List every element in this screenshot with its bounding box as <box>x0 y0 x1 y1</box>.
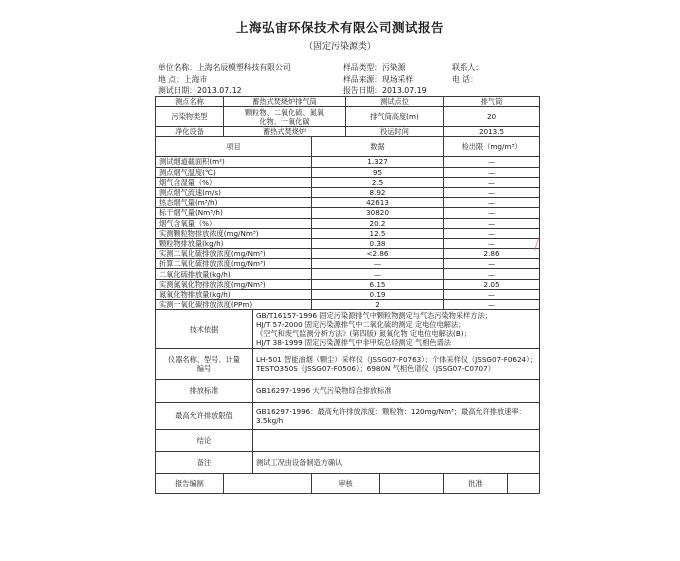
stack-height-value: 20 <box>444 107 540 127</box>
test-date: 测试日期：2013.07.12 <box>158 86 242 95</box>
row-limit: — <box>444 208 540 218</box>
review-signature <box>380 473 444 493</box>
row-data: 42613 <box>312 198 444 208</box>
unit-name: 单位名称：上海名辰模塑科技有限公司 <box>158 63 291 72</box>
row-item: 标干烟气量(Nm³/h) <box>156 208 312 218</box>
table-row <box>156 228 540 238</box>
row-limit: — <box>444 228 540 238</box>
row-data: — <box>312 269 444 279</box>
table-row <box>156 218 540 228</box>
table-row <box>156 279 540 289</box>
row-item: 折算二氧化硫排放浓度(mg/Nm³) <box>156 259 312 269</box>
row-data: 0.19 <box>312 289 444 299</box>
table-row <box>156 269 540 279</box>
contact: 联系人： <box>452 63 484 72</box>
table-row <box>156 177 540 187</box>
remarks-value: 测试工况由设备制造方确认 <box>253 451 540 473</box>
compile-signature <box>224 473 312 493</box>
info-row-3 <box>156 127 540 137</box>
table-row <box>156 198 540 208</box>
operation-time-value: 2013.5 <box>444 127 540 137</box>
row-limit: 2.05 <box>444 279 540 289</box>
sample-type: 样品类型：污染源 <box>343 63 406 72</box>
instrument-label: 仪器名称、型号、计量 编号 <box>156 349 253 380</box>
report-date: 报告日期：2013.07.19 <box>343 86 427 95</box>
measure-point-value: 蓄热式焚烧炉排气筒 <box>224 97 346 107</box>
row-item: 测点烟气流速(m/s) <box>156 187 312 197</box>
row-item: 测试烟道截面积(m²) <box>156 157 312 167</box>
row-data: <2.86 <box>312 249 444 259</box>
limit-text: GB16297-1996：最高允许排放浓度：颗粒物：120mg/Nm³；最高允许排放速率： 3.5kg/h <box>253 402 540 429</box>
row-data: — <box>312 259 444 269</box>
remarks-row <box>156 451 540 473</box>
table-row <box>156 238 540 248</box>
row-limit: 2.86 <box>444 249 540 259</box>
row-item: 测点烟气温度(℃) <box>156 167 312 177</box>
row-limit: — <box>444 167 540 177</box>
report-table <box>155 96 540 494</box>
standard-value: GB16297-1996 大气污染物综合排放标准 <box>253 380 540 403</box>
signature-row <box>156 473 540 493</box>
limit-row <box>156 402 540 429</box>
stack-height-label: 排气筒高度(m) <box>346 107 444 127</box>
col-data: 数据 <box>312 137 444 157</box>
pollutant-type-value: 颗粒物、二氧化硫、氮氧 化物、一氧化碳 <box>224 107 346 127</box>
row-limit: — <box>444 300 540 310</box>
row-item: 烟气含湿量（%） <box>156 177 312 187</box>
table-row <box>156 249 540 259</box>
row-data: 95 <box>312 167 444 177</box>
purifier-value: 蓄热式焚烧炉 <box>224 127 346 137</box>
report-title: 上海弘宙环保技术有限公司测试报告 <box>235 20 444 35</box>
basis-text: GB/T16157-1996 固定污染源排气中颗粒物测定与气态污染物采样方法； HJ/T 57-2000 固定污染源排气中二氧化硫的测定 定电位电解法； 《空气和废气监测分析方法》(第四版) 氮氧化物 定电位电解法(B)； HJ/T 38-1999 固定污染源排气中非甲烷总烃测定 气相色谱法 <box>253 310 540 349</box>
approve-label: 批准 <box>444 473 508 493</box>
review-label: 审核 <box>312 473 380 493</box>
row-data: 2 <box>312 300 444 310</box>
row-limit: — <box>444 218 540 228</box>
basis-row <box>156 310 540 349</box>
row-item: 二氧化硫排放量(kg/h) <box>156 269 312 279</box>
table-row <box>156 300 540 310</box>
row-item: 颗粒物排放量(kg/h) <box>156 238 312 248</box>
row-data: 8.92 <box>312 187 444 197</box>
approve-signature <box>508 473 540 493</box>
row-data: 30820 <box>312 208 444 218</box>
row-data: 12.5 <box>312 228 444 238</box>
row-data: 0.38 <box>312 238 444 248</box>
row-limit: — <box>444 289 540 299</box>
conclusion-label: 结论 <box>156 429 253 451</box>
test-position-label: 测试点位 <box>346 97 444 107</box>
conclusion-row <box>156 429 540 451</box>
row-limit: — <box>444 187 540 197</box>
measure-point-label: 测点名称 <box>156 97 224 107</box>
row-item: 实测一氧化碳排放浓度(PPm) <box>156 300 312 310</box>
column-header-row <box>156 137 540 157</box>
report-subtitle: （固定污染源类） <box>303 42 376 52</box>
limit-label: 最高允许排放限值 <box>156 402 253 429</box>
table-row <box>156 157 540 167</box>
address: 地 点：上海市 <box>158 75 208 84</box>
remarks-label: 备注 <box>156 451 253 473</box>
table-row <box>156 167 540 177</box>
row-limit: — <box>444 177 540 187</box>
standard-label: 排放标准 <box>156 380 253 403</box>
row-item: 热态烟气量(m³/h) <box>156 198 312 208</box>
basis-label: 技术依据 <box>156 310 253 349</box>
info-row-2 <box>156 107 540 127</box>
instrument-text: LH-501 智能油烟（颗尘）采样仪（JSSG07-F0763）；个体采样仪（JSSG07-F0624）； TESTO350S（JSSG07-F0506）；6980N 气相色谱仪（JSSG07-C0707） <box>253 349 540 380</box>
table-row <box>156 289 540 299</box>
table-row <box>156 187 540 197</box>
row-item: 氮氧化物排放量(kg/h) <box>156 289 312 299</box>
purifier-label: 净化设备 <box>156 127 224 137</box>
col-item: 项目 <box>156 137 312 157</box>
row-data: 6.15 <box>312 279 444 289</box>
conclusion-value <box>253 429 540 451</box>
row-data: 20.2 <box>312 218 444 228</box>
row-item: 实测二氧化硫排放浓度(mg/Nm³) <box>156 249 312 259</box>
row-item: 实测颗粒物排放浓度(mg/Nm³) <box>156 228 312 238</box>
row-limit: — <box>444 269 540 279</box>
info-row-1 <box>156 97 540 107</box>
row-item: 实测氮氧化物排放浓度(mg/Nm³) <box>156 279 312 289</box>
row-limit: — <box>444 157 540 167</box>
row-item: 烟气含氧量（%） <box>156 218 312 228</box>
row-data: 1.327 <box>312 157 444 167</box>
test-position-value: 排气筒 <box>444 97 540 107</box>
operation-time-label: 投运时间 <box>346 127 444 137</box>
col-limit: 检出限（mg/m³） <box>444 137 540 157</box>
table-row <box>156 208 540 218</box>
row-limit: — <box>444 238 540 248</box>
row-limit: — <box>444 198 540 208</box>
row-limit: — <box>444 259 540 269</box>
compile-label: 报告编制 <box>156 473 224 493</box>
phone: 电 话： <box>452 75 478 84</box>
pollutant-type-label: 污染物类型 <box>156 107 224 127</box>
instrument-row <box>156 349 540 380</box>
row-data: 2.5 <box>312 177 444 187</box>
standard-row <box>156 380 540 403</box>
sample-source: 样品来源：现场采样 <box>343 75 414 84</box>
table-row <box>156 259 540 269</box>
